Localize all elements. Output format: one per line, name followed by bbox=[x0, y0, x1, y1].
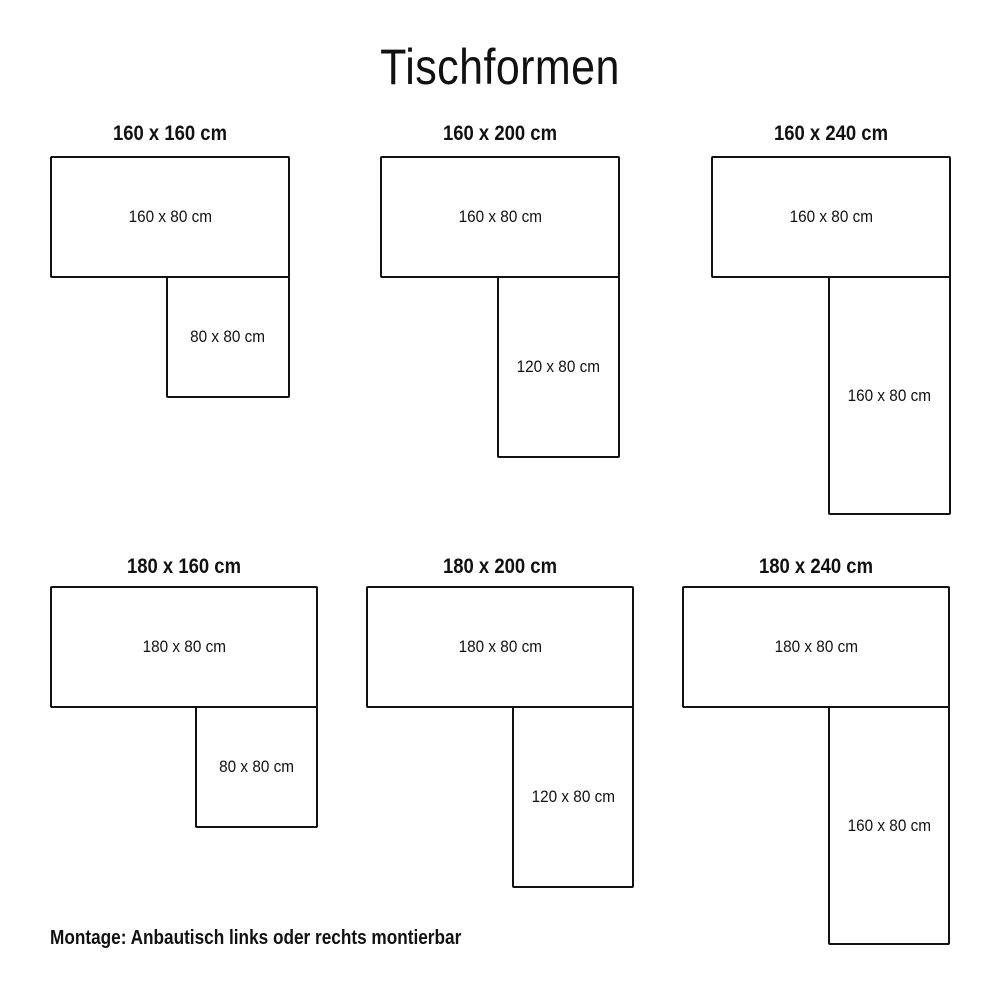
main-table-label: 160 x 80 cm bbox=[128, 207, 212, 226]
main-table-label: 160 x 80 cm bbox=[458, 207, 542, 226]
shape-heading: 160 x 160 cm bbox=[112, 122, 228, 145]
main-table-rect bbox=[711, 156, 951, 278]
shape-heading: 160 x 240 cm bbox=[773, 122, 889, 145]
extension-table-rect bbox=[497, 276, 620, 458]
extension-table-label: 80 x 80 cm bbox=[190, 327, 266, 346]
shape-heading: 160 x 200 cm bbox=[442, 122, 558, 145]
main-table-label: 160 x 80 cm bbox=[789, 207, 873, 226]
extension-table-rect bbox=[166, 276, 290, 398]
extension-table-rect bbox=[195, 706, 318, 828]
extension-table-rect bbox=[512, 706, 634, 888]
extension-table-label: 160 x 80 cm bbox=[847, 385, 932, 405]
main-table-rect bbox=[380, 156, 620, 278]
shape-heading: 180 x 200 cm bbox=[442, 555, 558, 578]
main-table-rect bbox=[682, 586, 950, 708]
extension-table-label: 160 x 80 cm bbox=[847, 815, 931, 835]
extension-table-label: 120 x 80 cm bbox=[516, 357, 601, 376]
main-table-rect bbox=[50, 156, 290, 278]
main-table-label: 180 x 80 cm bbox=[458, 637, 542, 656]
extension-table-label: 80 x 80 cm bbox=[219, 757, 294, 776]
main-table-label: 180 x 80 cm bbox=[774, 637, 858, 656]
extension-table-rect bbox=[828, 276, 951, 515]
shape-heading: 180 x 240 cm bbox=[758, 555, 874, 578]
assembly-note: Montage: Anbautisch links oder rechts montierbar bbox=[50, 927, 462, 949]
main-table-rect bbox=[50, 586, 318, 708]
shape-heading: 180 x 160 cm bbox=[126, 555, 242, 578]
main-table-label: 180 x 80 cm bbox=[142, 637, 226, 656]
extension-table-label: 120 x 80 cm bbox=[531, 787, 615, 806]
page-title: Tischformen bbox=[380, 39, 620, 95]
extension-table-rect bbox=[828, 706, 950, 945]
main-table-rect bbox=[366, 586, 634, 708]
